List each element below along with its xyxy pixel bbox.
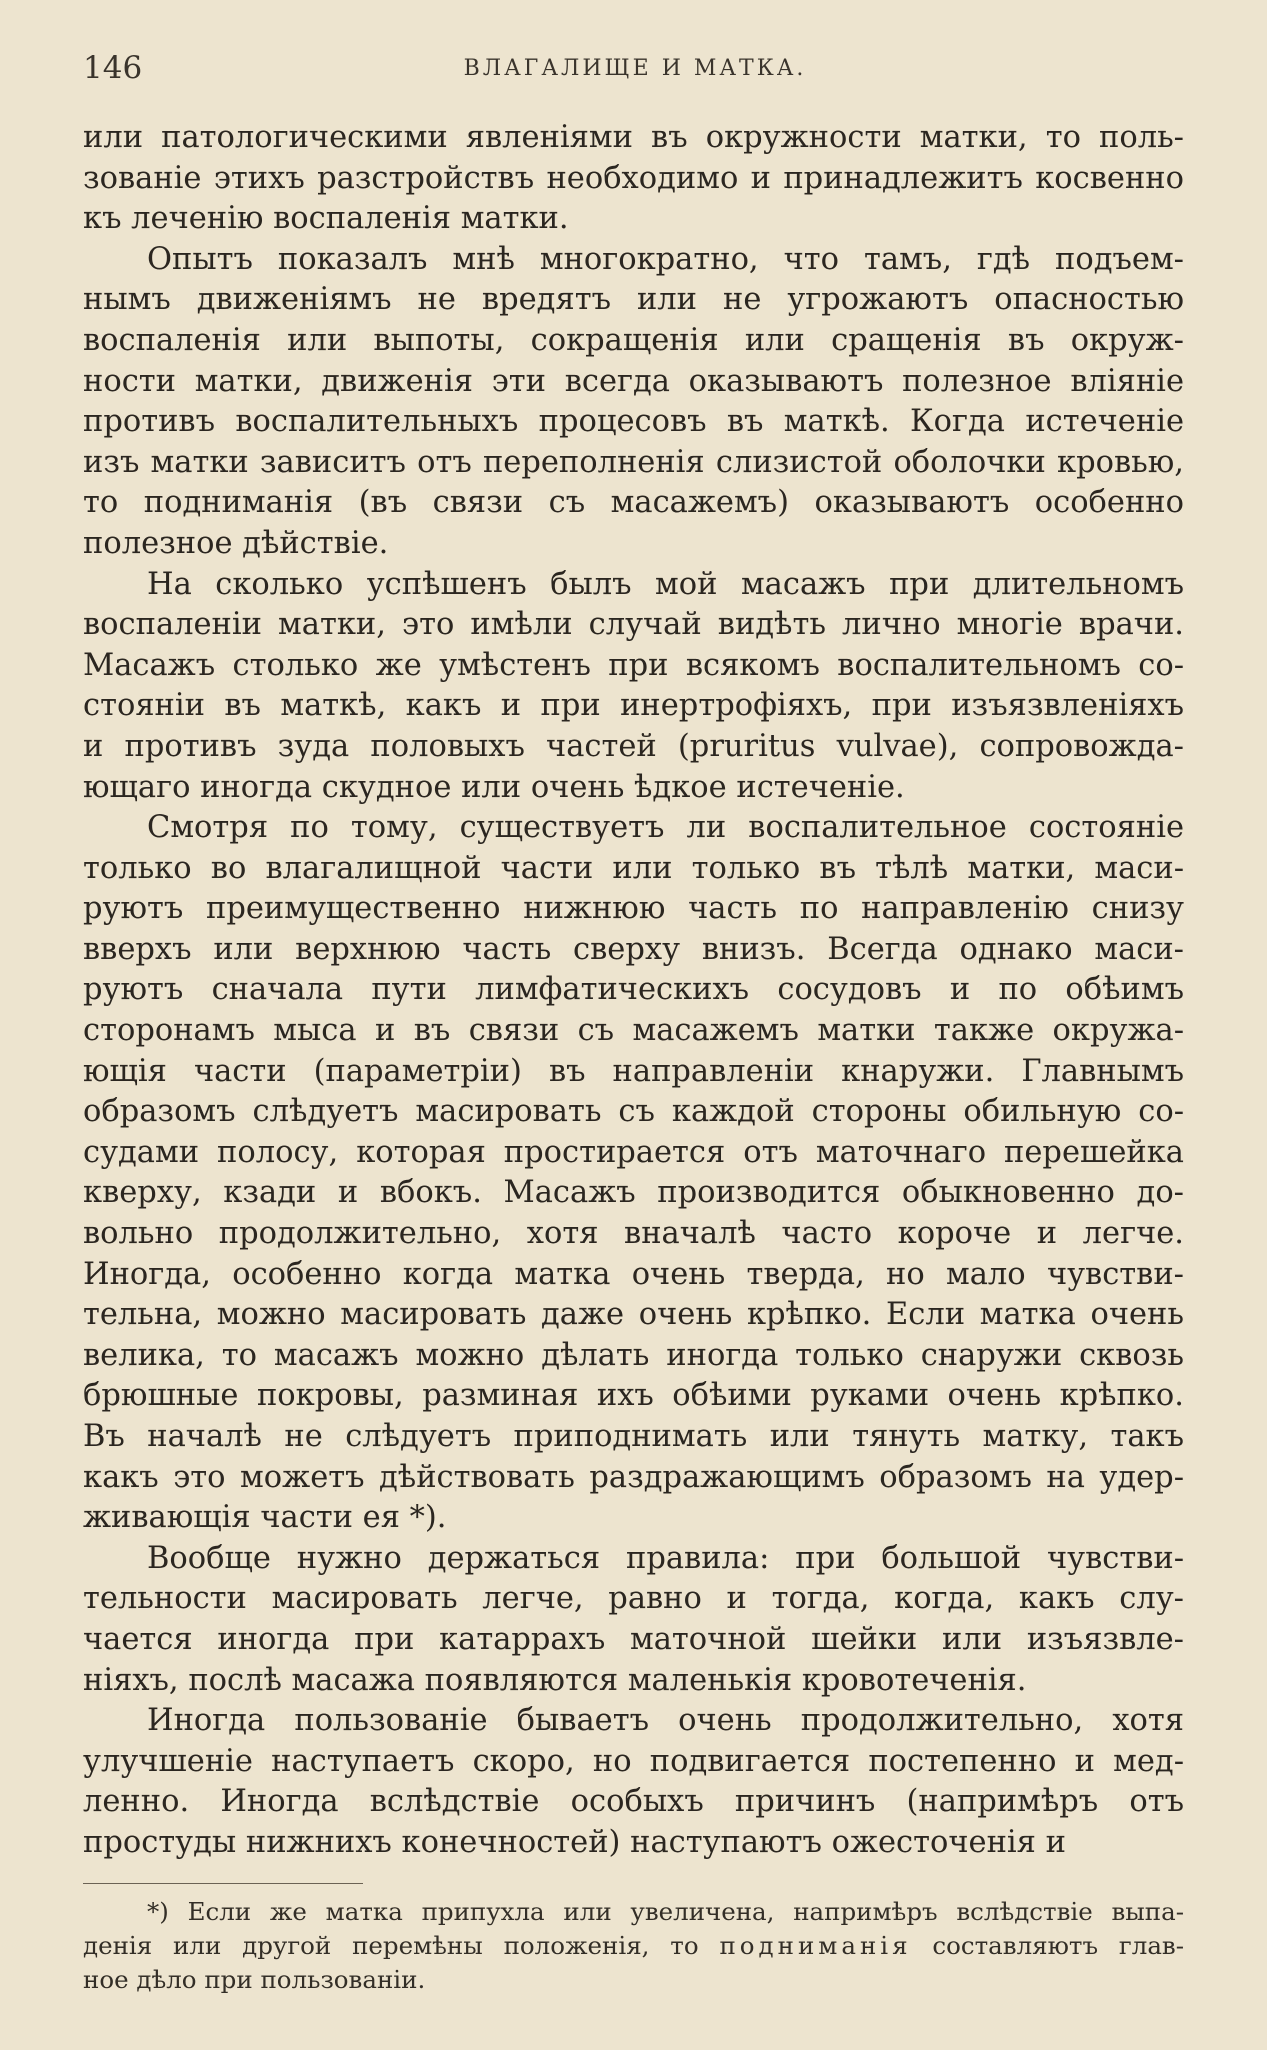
text-line: руютъ сначала пути лимфатическихъ сосудовъ и по обѣимъ <box>83 972 1184 1008</box>
text-line: чается иногда при катаррахъ маточной шейки или изъязвле- <box>83 1621 1184 1657</box>
text-line: На сколько успѣшенъ былъ мой масажъ при длительномъ <box>147 566 1184 602</box>
text-line: кверху, кзади и вбокъ. Масажъ производится обыкновенно до- <box>83 1175 1184 1211</box>
text-line: брюшные покровы, разминая ихъ обѣими руками очень крѣпко. <box>83 1378 1184 1414</box>
text-line: вверхъ или верхнюю часть сверху внизъ. Всегда однако маси- <box>83 931 1184 967</box>
text-line: тельности масировать легче, равно и тогда, когда, какъ слу- <box>83 1581 1184 1617</box>
footnote-line <box>83 1929 1184 1963</box>
text-line: ющія части (параметріи) въ направленіи кнаружи. Главнымъ <box>83 1053 1184 1089</box>
paragraph <box>83 565 1184 809</box>
footnote-emphasis: подниманія <box>719 1931 912 1960</box>
text-line: ленно. Иногда вслѣдствіе особыхъ причинъ (напримѣръ отъ <box>83 1784 1184 1820</box>
footnote-text: денія или другой перемѣны положенія, то <box>83 1931 720 1960</box>
text-line: улучшеніе наступаетъ скоро, но подвигается постепенно и мед- <box>83 1743 1184 1779</box>
text-line: полезное дѣйствіе. <box>83 525 389 561</box>
text-line: воспаленія или выпоты, сокращенія или сращенія въ окруж- <box>83 322 1184 358</box>
text-line: Иногда пользованіе бываетъ очень продолжительно, хотя <box>147 1703 1184 1739</box>
text-line: или патологическими явленіями въ окружности матки, то поль- <box>83 120 1184 155</box>
text-line: вольно продолжительно, хотя вначалѣ часто короче и легче. <box>83 1216 1184 1252</box>
text-line: Смотря по тому, существуетъ ли воспалительное состояніе <box>147 810 1184 846</box>
text-line: стояніи въ маткѣ, какъ и при инертрофіяхъ, при изъязвленіяхъ <box>83 688 1184 724</box>
text-line: зованіе этихъ разстройствъ необходимо и принадлежитъ косвенно <box>83 160 1184 196</box>
footnote-line: ное дѣло при пользованіи. <box>83 1965 426 1994</box>
running-head: ВЛАГАЛИЩЕ И МАТКА. <box>463 55 807 81</box>
page-number: 146 <box>83 50 143 86</box>
text-line: руютъ преимущественно нижнюю часть по направленію снизу <box>83 891 1184 927</box>
text-line: велика, то масажъ можно дѣлать иногда только снаружи сквозь <box>83 1337 1184 1373</box>
text-line: Въ началѣ не слѣдуетъ приподнимать или тянуть матку, такъ <box>83 1419 1184 1454</box>
text-line: Вообще нужно держаться правила: при большой чувстви- <box>147 1540 1184 1576</box>
paragraph <box>83 1701 1184 1863</box>
text-line: Иногда, особенно когда матка очень тверда, но мало чувстви- <box>83 1256 1184 1292</box>
text-line: простуды нижнихъ конечностей) наступаютъ ожесточенія и <box>83 1824 1066 1860</box>
text-line: судами полосу, которая простирается отъ маточнаго перешейка <box>83 1134 1184 1170</box>
paragraph <box>83 1539 1184 1701</box>
paragraph <box>83 808 1184 1539</box>
footnote <box>83 1895 1184 1997</box>
text-line: какъ это можетъ дѣйствовать раздражающимъ образомъ на удер- <box>83 1459 1184 1495</box>
page-header <box>83 48 1187 88</box>
text-line: только во влагалищной части или только въ тѣлѣ матки, маси- <box>83 850 1184 886</box>
text-line: воспаленіи матки, это имѣли случай видѣть лично многіе врачи. <box>83 607 1184 643</box>
text-line: ющаго иногда скудное или очень ѣдкое истеченіе. <box>83 769 905 805</box>
footnote-divider <box>83 1883 363 1884</box>
text-line: тельна, можно масировать даже очень крѣпко. Если матка очень <box>83 1297 1184 1333</box>
text-line: и противъ зуда половыхъ частей (pruritus vulvae), сопровожда- <box>83 728 1184 764</box>
text-line: изъ матки зависитъ отъ переполненія слизистой оболочки кровью, <box>83 444 1184 480</box>
text-line: противъ воспалительныхъ процесовъ въ маткѣ. Когда истеченіе <box>83 404 1184 440</box>
text-line: то подниманія (въ связи съ масажемъ) оказываютъ особенно <box>83 485 1184 521</box>
footnote-line: *) Если же матка припухла или увеличена, напримѣръ вслѣдствіе выпа- <box>147 1897 1184 1926</box>
text-line: Масажъ столько же умѣстенъ при всякомъ воспалительномъ со- <box>83 647 1184 683</box>
body-text <box>83 118 1184 1864</box>
text-line: ности матки, движенія эти всегда оказываютъ полезное вліяніе <box>83 363 1184 399</box>
text-line: Опытъ показалъ мнѣ многократно, что тамъ, гдѣ подъем- <box>147 241 1184 277</box>
footnote-text: составляютъ глав- <box>911 1931 1184 1960</box>
text-line: живающія части ея *). <box>83 1500 447 1536</box>
text-line: ніяхъ, послѣ масажа появляются маленькія кровотеченія. <box>83 1662 1027 1698</box>
text-line: сторонамъ мыса и въ связи съ масажемъ матки также окружа- <box>83 1013 1184 1049</box>
paragraph <box>83 240 1184 565</box>
paragraph <box>83 118 1184 240</box>
text-line: къ леченію воспаленія матки. <box>83 201 569 237</box>
text-line: нымъ движеніямъ не вредятъ или не угрожаютъ опасностью <box>83 282 1184 318</box>
text-line: образомъ слѣдуетъ масировать съ каждой стороны обильную со- <box>83 1094 1184 1130</box>
